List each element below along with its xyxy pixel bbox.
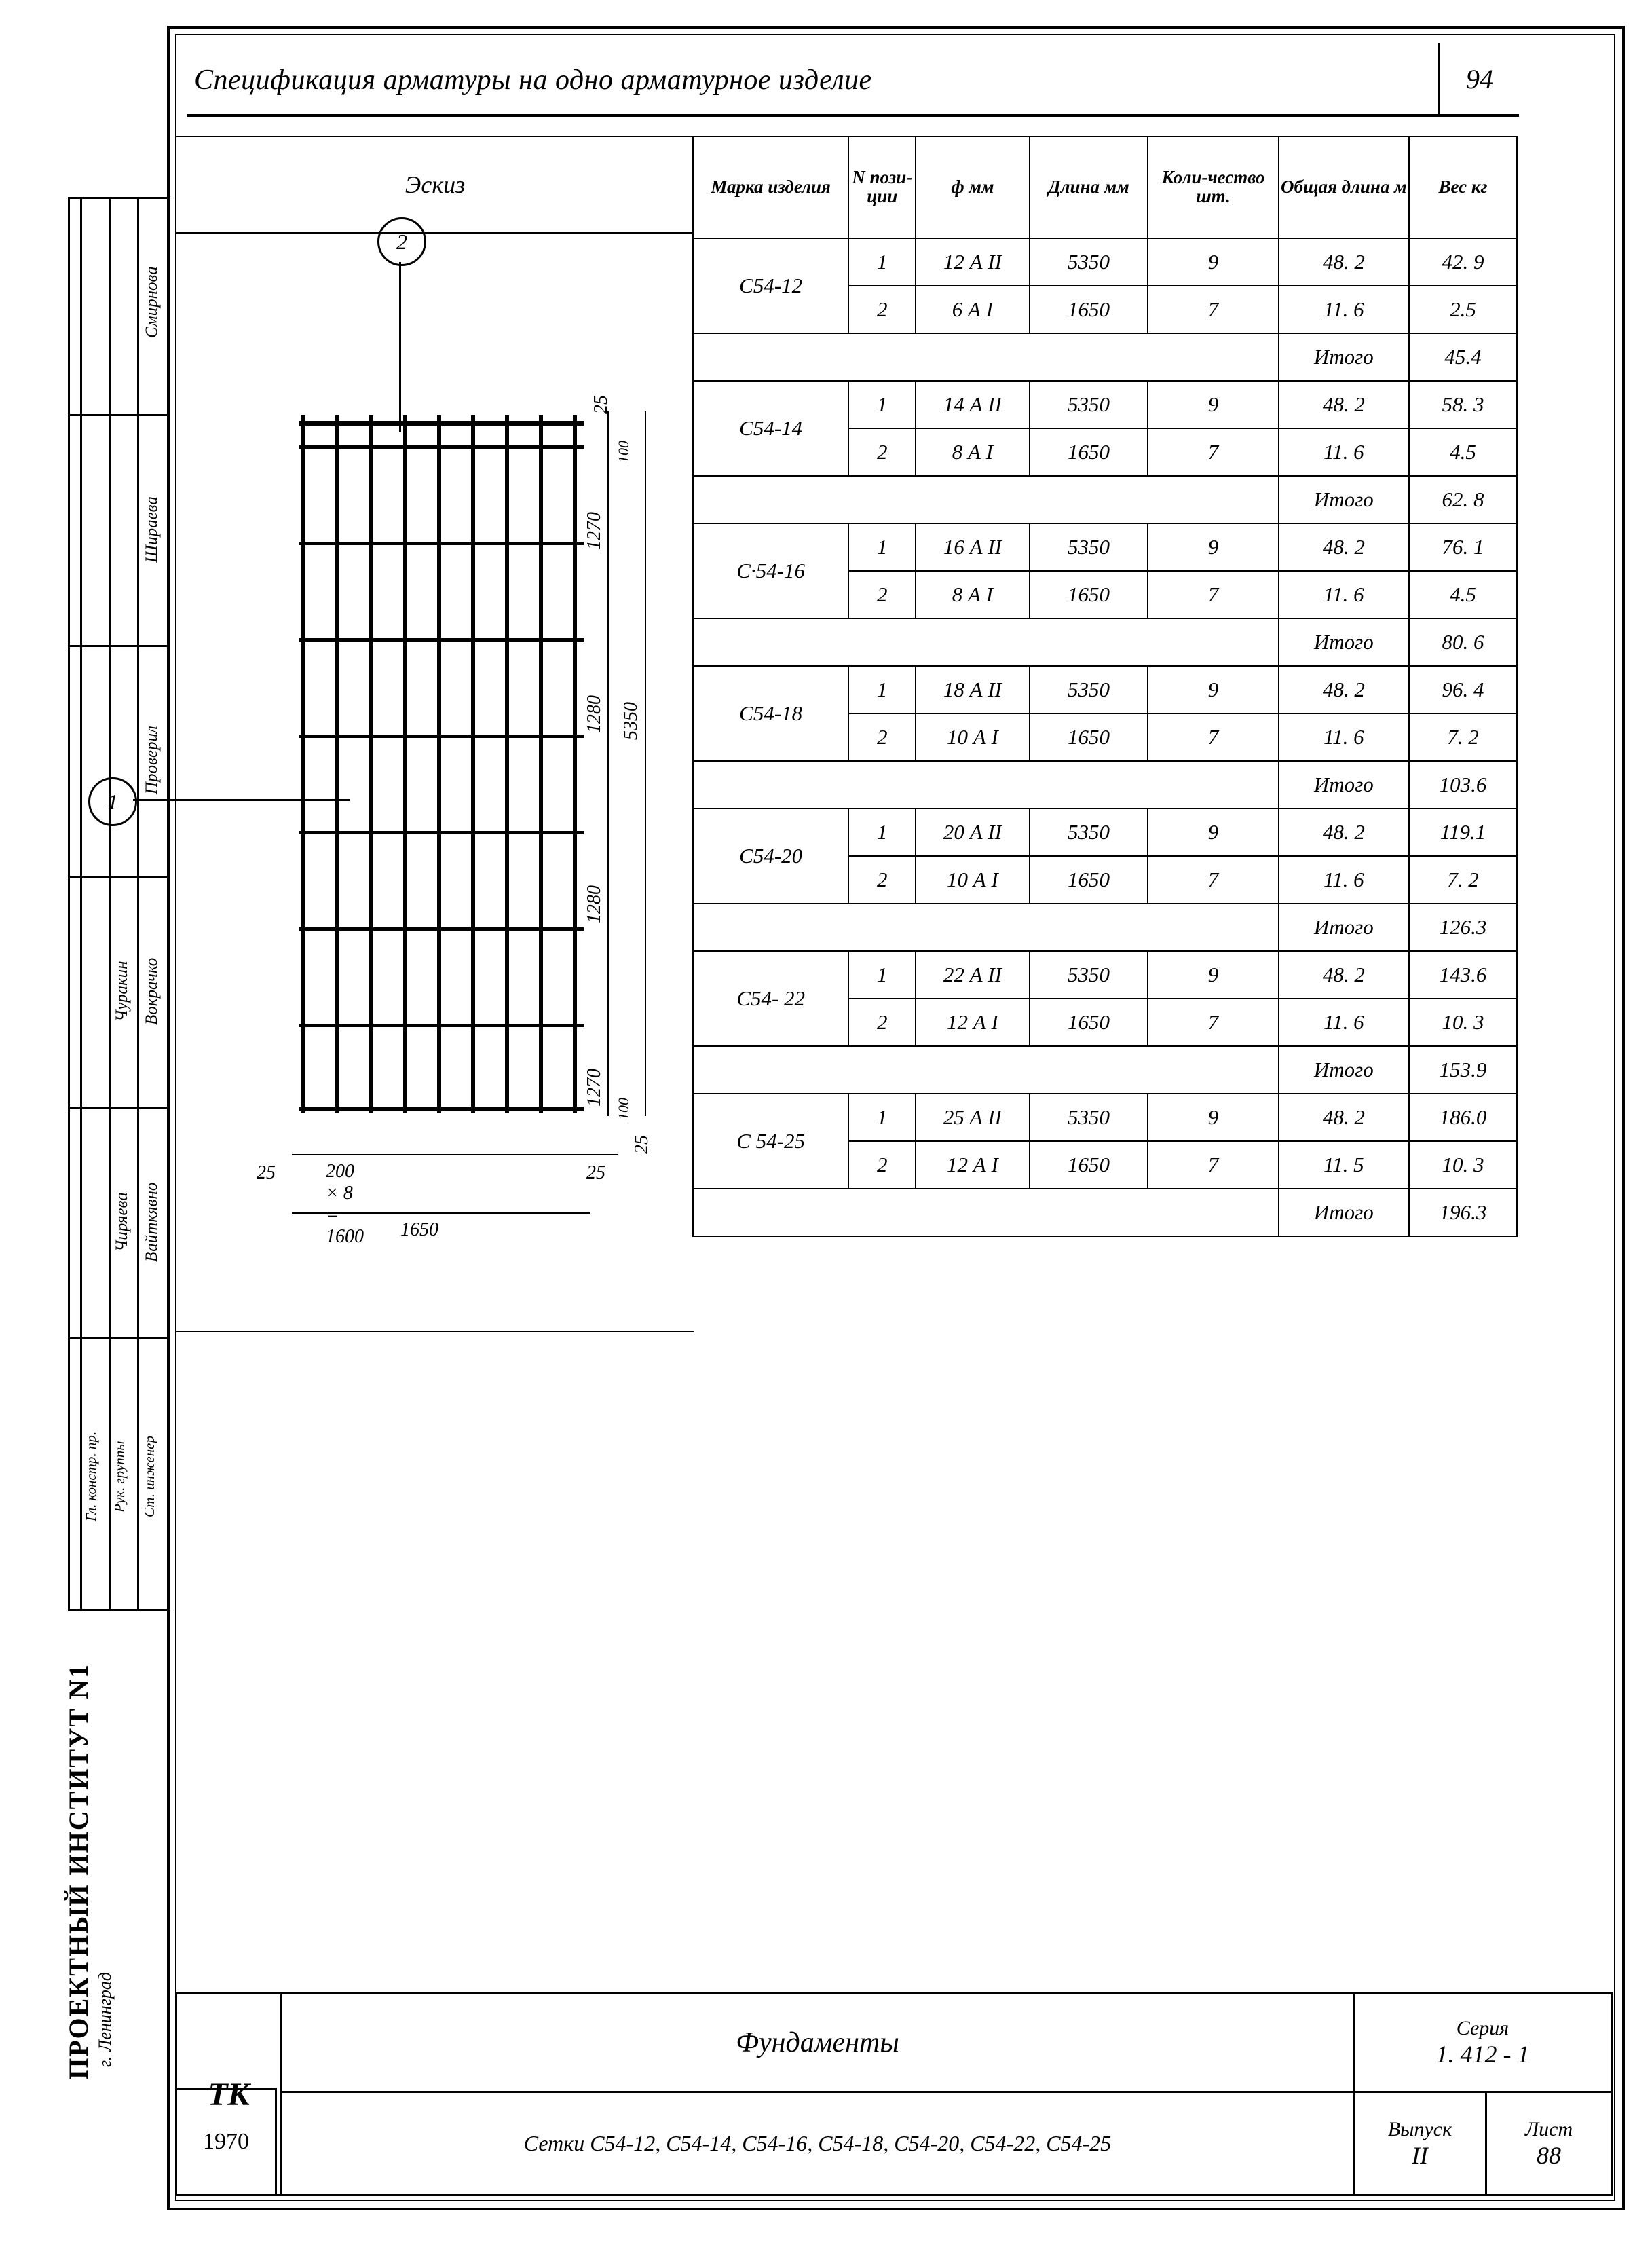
table-row [693, 238, 1517, 286]
dim-right-margin: 25 [586, 1162, 605, 1183]
cell-length: 1650 [1030, 999, 1148, 1046]
cell-subtotal-label: Итого [1279, 618, 1409, 666]
cell-total-length: 11. 6 [1279, 713, 1409, 761]
cell-weight: 119.1 [1409, 809, 1517, 856]
dim-bottom-edge: 25 [631, 1135, 652, 1154]
table-row [693, 809, 1517, 856]
cell-subtotal-weight: 126.3 [1409, 904, 1517, 951]
cell-blank [693, 904, 1279, 951]
cell-quantity: 7 [1148, 713, 1278, 761]
stamp-name-1: Смирнова [143, 266, 161, 338]
cell-subtotal-weight: 103.6 [1409, 761, 1517, 809]
dim-pitch: 200 × 8 = 1600 [326, 1161, 364, 1247]
cell-mark: С54-18 [693, 666, 848, 761]
th-sketch: Эскиз [175, 136, 694, 234]
cell-subtotal-weight: 196.3 [1409, 1189, 1517, 1236]
dim-total-length: 5350 [620, 702, 641, 740]
cell-length: 5350 [1030, 523, 1148, 571]
cell-quantity: 9 [1148, 666, 1278, 713]
title-underline [187, 114, 1518, 117]
cell-weight: 76. 1 [1409, 523, 1517, 571]
cell-mark: С54-14 [693, 381, 848, 476]
cell-length: 5350 [1030, 809, 1148, 856]
page-title: Спецификация арматуры на одно арматурное изделие [194, 64, 872, 96]
cell-subtotal-label: Итого [1279, 333, 1409, 381]
cell-quantity: 9 [1148, 809, 1278, 856]
cell-quantity: 7 [1148, 856, 1278, 904]
cell-length: 1650 [1030, 713, 1148, 761]
cell-quantity: 9 [1148, 381, 1278, 428]
table-row [693, 1094, 1517, 1141]
cell-diameter: 12 А I [916, 1141, 1030, 1189]
cell-position: 1 [848, 238, 916, 286]
object-subtitle: Сетки С54-12, С54-14, С54-16, С54-18, С54-20, С54-22, С54-25 [282, 2092, 1354, 2195]
dim-bottom-step: 100 [615, 1098, 632, 1120]
cell-quantity: 9 [1148, 523, 1278, 571]
table-subtotal-row [693, 1046, 1517, 1094]
stamp-role-4: Проверил [143, 726, 161, 795]
cell-weight: 4.5 [1409, 428, 1517, 476]
callout-2: 2 [377, 217, 426, 266]
cell-total-length: 11. 6 [1279, 286, 1409, 333]
cell-position: 2 [848, 713, 916, 761]
cell-weight: 96. 4 [1409, 666, 1517, 713]
stamp-name-6: Вайткявно [143, 1182, 161, 1262]
cell-diameter: 10 А I [916, 856, 1030, 904]
cell-mark: С 54-25 [693, 1094, 848, 1189]
cell-mark: С54-12 [693, 238, 848, 333]
cell-position: 1 [848, 666, 916, 713]
cell-weight: 7. 2 [1409, 856, 1517, 904]
cell-diameter: 22 А II [916, 951, 1030, 999]
sketch-cell-border [175, 136, 694, 1332]
cell-total-length: 48. 2 [1279, 523, 1409, 571]
cell-blank [693, 1046, 1279, 1094]
cell-weight: 2.5 [1409, 286, 1517, 333]
stamp-name-4: Чуракин [113, 961, 131, 1022]
cell-total-length: 48. 2 [1279, 1094, 1409, 1141]
cell-length: 1650 [1030, 1141, 1148, 1189]
stamp-name-2: Шираева [143, 496, 161, 563]
table-row [693, 381, 1517, 428]
cell-length: 5350 [1030, 951, 1148, 999]
object-title: Фундаменты [282, 1994, 1354, 2092]
cell-subtotal-weight: 153.9 [1409, 1046, 1517, 1094]
cell-position: 1 [848, 381, 916, 428]
cell-length: 5350 [1030, 238, 1148, 286]
stamp-role-2: Рук. группы [111, 1441, 128, 1513]
table-subtotal-row [693, 904, 1517, 951]
cell-length: 1650 [1030, 856, 1148, 904]
series-label: Серия [1456, 2017, 1509, 2039]
table-row [693, 523, 1517, 571]
cell-position: 2 [848, 1141, 916, 1189]
cell-position: 1 [848, 1094, 916, 1141]
cell-diameter: 14 А II [916, 381, 1030, 428]
cell-blank [693, 333, 1279, 381]
cell-subtotal-weight: 45.4 [1409, 333, 1517, 381]
cell-subtotal-label: Итого [1279, 904, 1409, 951]
cell-weight: 186.0 [1409, 1094, 1517, 1141]
dim-1270-bottom: 1270 [584, 1069, 605, 1107]
cell-subtotal-label: Итого [1279, 1189, 1409, 1236]
table-row [693, 666, 1517, 713]
cell-mark: С54- 22 [693, 951, 848, 1046]
title-block [175, 1992, 1613, 2196]
cell-total-length: 11. 6 [1279, 999, 1409, 1046]
cell-total-length: 48. 2 [1279, 238, 1409, 286]
cell-subtotal-label: Итого [1279, 476, 1409, 523]
cell-total-length: 11. 5 [1279, 1141, 1409, 1189]
dim-left-margin: 25 [257, 1162, 276, 1183]
table-subtotal-row [693, 1189, 1517, 1236]
cell-diameter: 10 А I [916, 713, 1030, 761]
th-diameter: ф мм [916, 136, 1030, 238]
stamp-role-3: Ст. инженер [141, 1436, 157, 1517]
organization-code: ТК [176, 1994, 282, 2195]
table-subtotal-row [693, 333, 1517, 381]
cell-quantity: 9 [1148, 238, 1278, 286]
cell-diameter: 12 А I [916, 999, 1030, 1046]
cell-diameter: 6 А I [916, 286, 1030, 333]
cell-length: 5350 [1030, 666, 1148, 713]
cell-weight: 7. 2 [1409, 713, 1517, 761]
cell-blank [693, 761, 1279, 809]
year: 1970 [175, 2088, 277, 2196]
dim-top-edge: 25 [590, 395, 612, 414]
dim-width: 1650 [400, 1219, 438, 1240]
cell-subtotal-label: Итого [1279, 1046, 1409, 1094]
cell-quantity: 7 [1148, 1141, 1278, 1189]
cell-diameter: 18 А II [916, 666, 1030, 713]
institute-name: ПРОЕКТНЫЙ ИНСТИТУТ N1 [63, 1663, 94, 2079]
issue-label: Выпуск [1387, 2117, 1452, 2140]
cell-mark: С·54-16 [693, 523, 848, 618]
cell-mark: С54-20 [693, 809, 848, 904]
dim-top-step: 100 [615, 441, 632, 463]
issue-value: II [1412, 2141, 1428, 2169]
cell-diameter: 12 А II [916, 238, 1030, 286]
cell-position: 2 [848, 999, 916, 1046]
cell-diameter: 25 А II [916, 1094, 1030, 1141]
dim-1270-top: 1270 [584, 512, 605, 550]
left-signature-stamp [68, 224, 170, 1650]
cell-weight: 4.5 [1409, 571, 1517, 618]
sheet-number: 94 [1438, 43, 1519, 117]
cell-total-length: 11. 6 [1279, 856, 1409, 904]
cell-position: 1 [848, 523, 916, 571]
cell-length: 1650 [1030, 571, 1148, 618]
cell-weight: 58. 3 [1409, 381, 1517, 428]
th-total-length: Общая длина м [1279, 136, 1409, 238]
cell-diameter: 16 А II [916, 523, 1030, 571]
institute-city: г. Ленинград [95, 1972, 115, 2068]
stamp-name-5: Чиряева [113, 1192, 131, 1252]
cell-diameter: 8 А I [916, 571, 1030, 618]
cell-quantity: 7 [1148, 286, 1278, 333]
callout-1: 1 [88, 777, 137, 826]
cell-length: 5350 [1030, 1094, 1148, 1141]
cell-quantity: 9 [1148, 1094, 1278, 1141]
cell-quantity: 7 [1148, 428, 1278, 476]
cell-position: 2 [848, 428, 916, 476]
cell-total-length: 48. 2 [1279, 381, 1409, 428]
th-quantity: Коли-чество шт. [1148, 136, 1278, 238]
cell-length: 1650 [1030, 286, 1148, 333]
series-value: 1. 412 - 1 [1435, 2041, 1530, 2068]
th-mark: Марка изделия [693, 136, 848, 238]
cell-blank [693, 618, 1279, 666]
cell-total-length: 48. 2 [1279, 809, 1409, 856]
cell-weight: 42. 9 [1409, 238, 1517, 286]
table-header-row [693, 136, 1517, 238]
cell-subtotal-weight: 80. 6 [1409, 618, 1517, 666]
cell-blank [693, 1189, 1279, 1236]
dim-1280-upper: 1280 [584, 695, 605, 733]
cell-total-length: 11. 6 [1279, 571, 1409, 618]
cell-quantity: 9 [1148, 951, 1278, 999]
th-weight: Вес кг [1409, 136, 1517, 238]
cell-diameter: 8 А I [916, 428, 1030, 476]
cell-weight: 10. 3 [1409, 1141, 1517, 1189]
specification-table [692, 136, 1518, 1237]
cell-subtotal-label: Итого [1279, 761, 1409, 809]
cell-position: 2 [848, 571, 916, 618]
table-subtotal-row [693, 476, 1517, 523]
table-subtotal-row [693, 618, 1517, 666]
cell-blank [693, 476, 1279, 523]
cell-position: 2 [848, 856, 916, 904]
cell-total-length: 48. 2 [1279, 666, 1409, 713]
stamp-role-1: Гл. констр. пр. [83, 1431, 99, 1522]
cell-diameter: 20 А II [916, 809, 1030, 856]
cell-total-length: 48. 2 [1279, 951, 1409, 999]
table-subtotal-row [693, 761, 1517, 809]
cell-position: 1 [848, 809, 916, 856]
cell-total-length: 11. 6 [1279, 428, 1409, 476]
cell-subtotal-weight: 62. 8 [1409, 476, 1517, 523]
sheet-label: Лист [1524, 2117, 1573, 2140]
cell-position: 1 [848, 951, 916, 999]
dim-1280-lower: 1280 [584, 885, 605, 923]
cell-length: 1650 [1030, 428, 1148, 476]
cell-quantity: 7 [1148, 571, 1278, 618]
th-pos: N пози-ции [848, 136, 916, 238]
cell-length: 5350 [1030, 381, 1148, 428]
th-length: Длина мм [1030, 136, 1148, 238]
cell-weight: 10. 3 [1409, 999, 1517, 1046]
cell-weight: 143.6 [1409, 951, 1517, 999]
table-row [693, 951, 1517, 999]
cell-quantity: 7 [1148, 999, 1278, 1046]
cell-position: 2 [848, 286, 916, 333]
sheet-value: 88 [1537, 2141, 1561, 2169]
stamp-name-3: Вокрачко [143, 957, 161, 1025]
